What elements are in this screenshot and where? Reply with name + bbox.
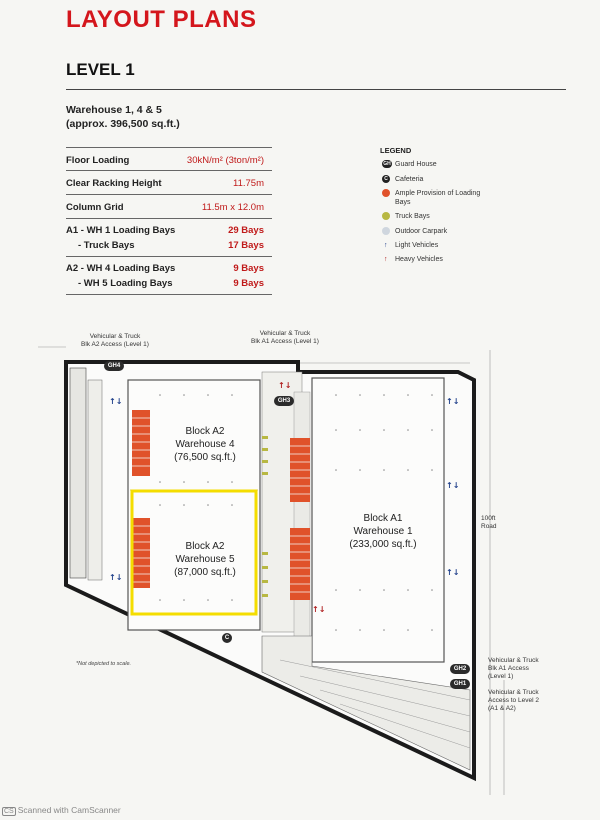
svg-text:↑↓: ↑↓ bbox=[278, 381, 292, 390]
scanner-text: Scanned with CamScanner bbox=[17, 805, 121, 815]
spec-value: 9 Bays bbox=[233, 263, 264, 274]
spec-value: 11.75m bbox=[233, 178, 264, 189]
spec-value: 17 Bays bbox=[228, 240, 264, 251]
block-name: Block A2 bbox=[185, 541, 225, 552]
warehouse-name: Warehouse 5 bbox=[175, 554, 235, 565]
ramp-strip bbox=[70, 368, 86, 578]
truck-bay-strip bbox=[294, 392, 310, 638]
page-title: LAYOUT PLANS bbox=[66, 6, 257, 33]
block-a1-warehouse-1 bbox=[333, 512, 433, 551]
warehouse-name: Warehouse 1 bbox=[353, 526, 413, 537]
legend-label: Guard House bbox=[395, 161, 437, 168]
spec-value: 30kN/m² (3ton/m²) bbox=[186, 155, 264, 166]
block-name: Block A1 bbox=[363, 513, 403, 524]
light-vehicle-arrow-icon: ↑ bbox=[384, 242, 388, 249]
guard-house-gh2: GH2 bbox=[450, 664, 470, 674]
access-label-a1: Vehicular & Truck Blk A1 Access (Level 1) bbox=[251, 330, 319, 345]
legend-label: Truck Bays bbox=[395, 213, 430, 220]
legend-label: Light Vehicles bbox=[395, 242, 439, 249]
warehouse-names: Warehouse 1, 4 & 5 bbox=[66, 104, 162, 116]
warehouse-area: (87,000 sq.ft.) bbox=[174, 567, 236, 578]
warehouse-area: (approx. 396,500 sq.ft.) bbox=[66, 118, 180, 130]
guard-house-gh4: GH4 bbox=[104, 361, 124, 371]
loading-bay-group bbox=[132, 518, 150, 588]
spec-label: A2 - WH 4 Loading Bays bbox=[66, 263, 176, 274]
spec-label: Floor Loading bbox=[66, 155, 130, 166]
cafeteria-icon: C bbox=[222, 633, 232, 643]
guard-house-icon: GH bbox=[383, 161, 391, 167]
scale-note: *Not depicted to scale. bbox=[76, 661, 132, 667]
spec-value: 29 Bays bbox=[228, 225, 264, 236]
road-label: 100ft Road bbox=[481, 515, 497, 530]
spec-label: A1 - WH 1 Loading Bays bbox=[66, 225, 176, 236]
access-label-a2: Vehicular & Truck Blk A2 Access (Level 1) bbox=[81, 333, 149, 348]
guard-house-gh1: GH1 bbox=[450, 679, 470, 689]
guard-house-gh3: GH3 bbox=[274, 396, 294, 406]
warehouse-name: Warehouse 4 bbox=[175, 439, 235, 450]
spec-value: 11.5m x 12.0m bbox=[201, 202, 264, 213]
block-a2-warehouse-5 bbox=[160, 540, 250, 579]
loading-bay-group bbox=[290, 528, 310, 600]
svg-text:↑↓: ↑↓ bbox=[446, 568, 460, 577]
legend-title: LEGEND bbox=[380, 146, 412, 155]
block-name: Block A2 bbox=[185, 426, 225, 437]
spec-label: - Truck Bays bbox=[78, 240, 135, 251]
spec-label: Column Grid bbox=[66, 202, 124, 213]
svg-text:↑↓: ↑↓ bbox=[312, 605, 326, 614]
spec-label: Clear Racking Height bbox=[66, 178, 162, 189]
camscanner-badge: CS bbox=[4, 808, 14, 815]
legend-label: Cafeteria bbox=[395, 176, 424, 183]
block-a2-warehouse-4 bbox=[160, 425, 250, 464]
svg-text:↑↓: ↑↓ bbox=[109, 397, 123, 406]
warehouse-area: (76,500 sq.ft.) bbox=[174, 452, 236, 463]
heavy-vehicle-arrow-icon: ↑ bbox=[384, 256, 388, 263]
access-label-a1-right: Vehicular & Truck Blk A1 Access (Level 1) bbox=[488, 657, 539, 680]
scanner-watermark bbox=[2, 805, 121, 816]
legend-label: Ample Provision of Loading Bays bbox=[395, 190, 481, 206]
svg-text:↑↓: ↑↓ bbox=[446, 397, 460, 406]
legend-label: Outdoor Carpark bbox=[395, 228, 448, 235]
svg-text:↑↓: ↑↓ bbox=[109, 573, 123, 582]
cafeteria-icon: C bbox=[382, 175, 390, 183]
spec-label: - WH 5 Loading Bays bbox=[78, 278, 173, 289]
warehouse-area: (233,000 sq.ft.) bbox=[349, 539, 417, 550]
spec-value: 9 Bays bbox=[233, 278, 264, 289]
carpark-strip bbox=[88, 380, 102, 580]
svg-text:↑↓: ↑↓ bbox=[446, 481, 460, 490]
level-heading: LEVEL 1 bbox=[66, 60, 135, 79]
legend-label: Heavy Vehicles bbox=[395, 256, 443, 263]
access-label-level2: Vehicular & Truck Access to Level 2 (A1 & A2) bbox=[488, 689, 539, 712]
